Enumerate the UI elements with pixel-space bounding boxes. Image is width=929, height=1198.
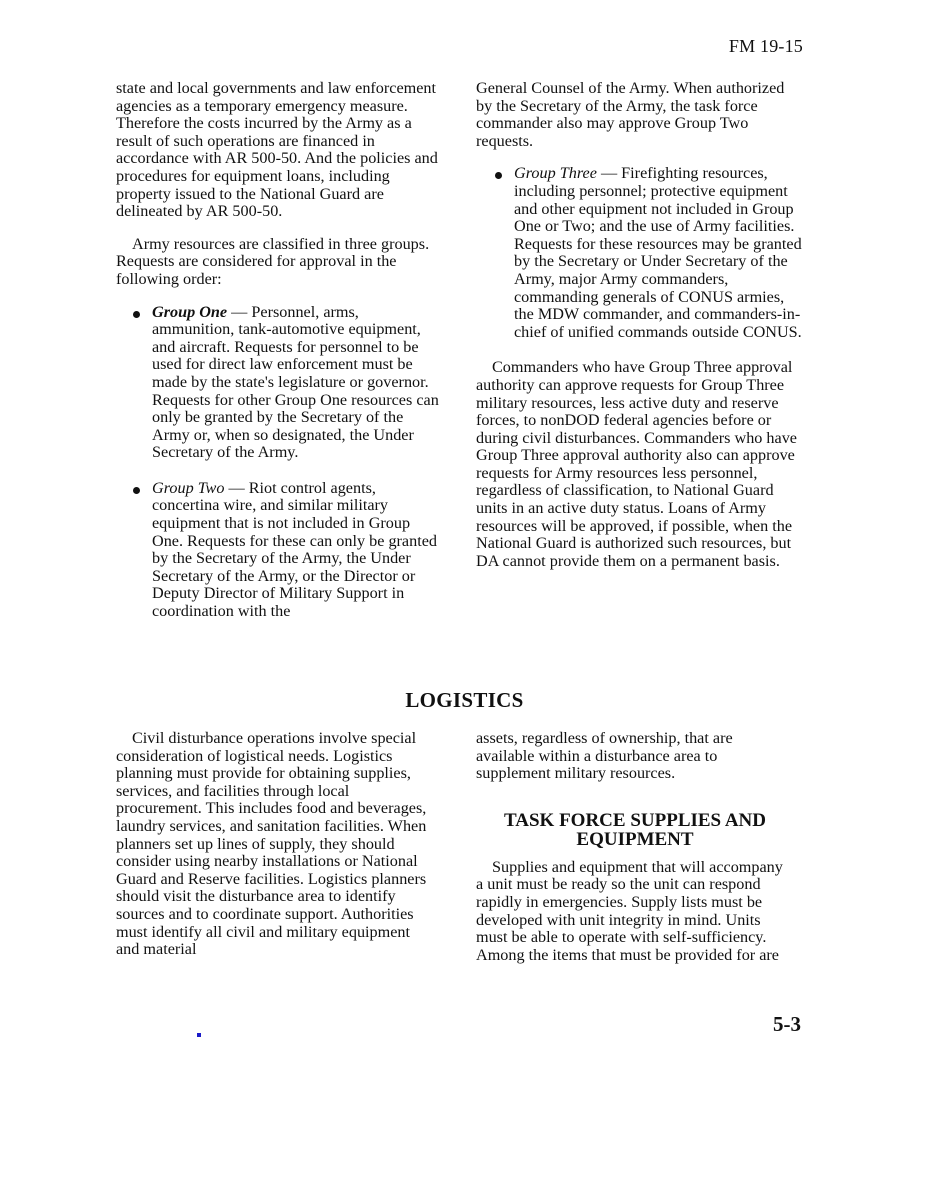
group-list-continued bbox=[476, 165, 804, 341]
bullet-icon bbox=[495, 172, 502, 179]
paragraph-logistics: Civil disturbance operations involve special consideration of logistical needs. Logistics planning must provide for obtaining supplies, services, and facilities through local procurement. This includes food and beverages, laundry services, and sanitation facilities. When planners set up lines of supply, they should consider using nearby installations or National Guard and Reserve facilities. Logistics planners should visit the disturbance area to identify sources and to coordinate support. Authorities must identify all civil and military equipment and material bbox=[116, 729, 427, 959]
group-two-term: Group Two bbox=[152, 478, 225, 497]
paragraph-general-counsel: General Counsel of the Army. When authorized by the Secretary of the Army, the task force commander also may approve Group Two requests. bbox=[476, 79, 785, 150]
section-heading-logistics: LOGISTICS bbox=[405, 688, 524, 712]
paragraph-costs: state and local governments and law enforcement agencies as a temporary emergency measure. Therefore the costs incurred by the Army as a result of such operations are financed in accordance with AR 500-50. And the policies and procedures for equipment loans, including property issued to the National Guard are delineated by AR 500-50. bbox=[116, 79, 438, 221]
bullet-icon bbox=[133, 311, 140, 318]
group-one-text: — Personnel, arms, ammunition, tank-automotive equipment, and aircraft. Requests for personnel to be used for direct law enforcement must be made by the state's legislature or governor. Requests for other Group One resources can only be granted by the Secretary of the Army or, when so designated, the Under Secretary of the Army. bbox=[152, 302, 439, 462]
right-column-bottom bbox=[476, 730, 794, 979]
group-three-term: Group Three bbox=[514, 164, 597, 183]
group-list bbox=[116, 304, 444, 621]
subsection-heading-line2: EQUIPMENT bbox=[576, 828, 694, 850]
paragraph-resource-groups: Army resources are classified in three groups. Requests are considered for approval in the following order: bbox=[116, 234, 430, 288]
right-column-top bbox=[476, 80, 804, 585]
page-number: 5-3 bbox=[773, 1012, 801, 1036]
paragraph-task-force-supplies: Supplies and equipment that will accompany a unit must be ready so the unit can respond rapidly in emergencies. Supply lists must be developed with unit integrity in mind. Units must be able to operate with self-sufficiency. Among the items that must be provided for are bbox=[476, 857, 783, 964]
scan-artifact-dot bbox=[197, 1033, 201, 1037]
list-item-group-three bbox=[476, 165, 804, 341]
list-item-group-two bbox=[116, 480, 444, 621]
subsection-heading-line1: TASK FORCE SUPPLIES AND bbox=[503, 809, 766, 831]
group-two-text: — Riot control agents, concertina wire, and similar military equipment that is not included in Group One. Requests for these can only be granted by the Secretary of the Army, the Under Secretary of the Army, or the Director or Deputy Director of Military Support in coordination with the bbox=[152, 478, 437, 621]
left-column-top bbox=[116, 80, 444, 639]
paragraph-approval-authority: Commanders who have Group Three approval authority can approve requests for Group Three military resources, less active duty and reserve forces, to nonDOD federal agencies before or during civil disturbances. Commanders who have Group Three approval authority also can approve requests for Army resources less personnel, regardless of classification, to National Guard units in an active duty status. Loans of Army resources will be approved, if possible, when the National Guard is authorized such resources, but DA cannot provide them on a permanent basis. bbox=[476, 358, 797, 570]
left-column-bottom bbox=[116, 730, 434, 974]
manual-id: FM 19-15 bbox=[728, 36, 803, 56]
paragraph-logistics-continued: assets, regardless of ownership, that are available within a disturbance area to supplement military resources. bbox=[476, 729, 733, 783]
group-one-term: Group One bbox=[152, 302, 228, 321]
list-item-group-one bbox=[116, 304, 444, 462]
bullet-icon bbox=[133, 487, 140, 494]
subsection-heading-task-force bbox=[476, 811, 794, 849]
group-three-text: — Firefighting resources, including personnel; protective equipment and other equipment not included in Group One or Two; and the use of Army facilities. Requests for these resources may be granted by the Secretary or Under Secretary of the Army, major Army commanders, commanding generals of CONUS armies, the MDW commander, and commanders-in-chief of unified commands outside CONUS. bbox=[514, 164, 802, 341]
